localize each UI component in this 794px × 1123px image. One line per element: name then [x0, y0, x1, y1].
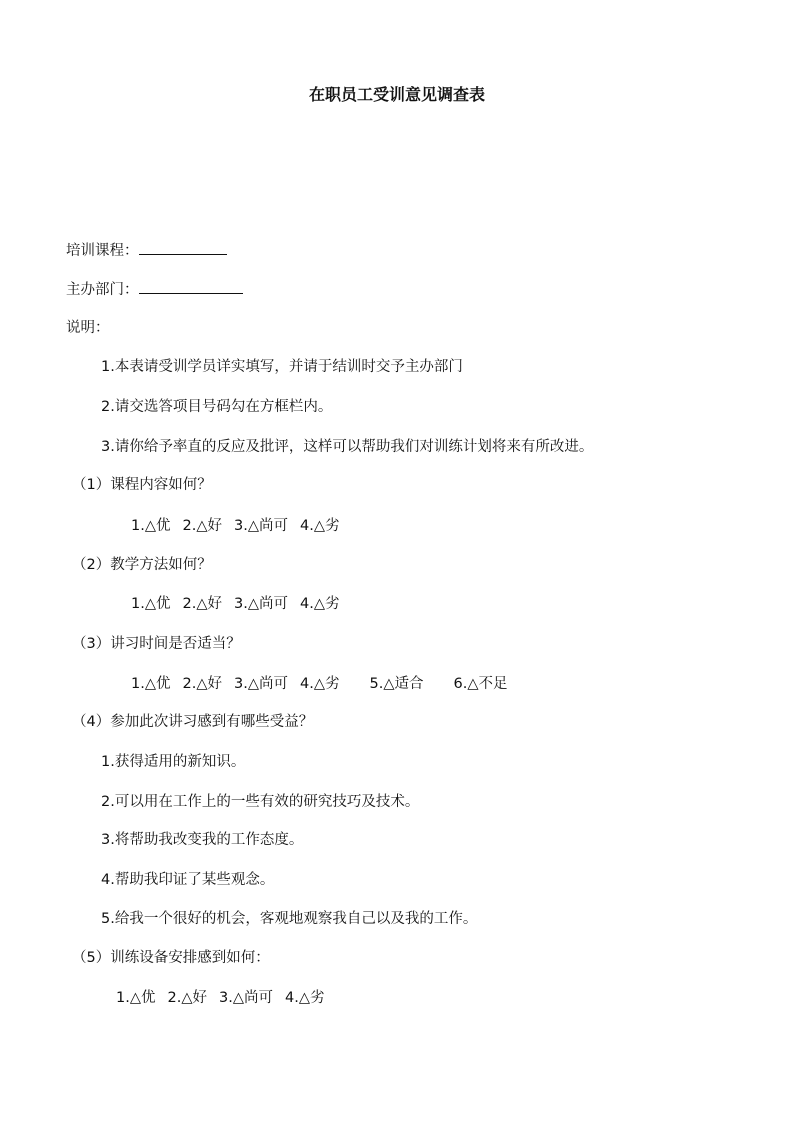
option-item[interactable]: 3.△尚可: [219, 990, 273, 1006]
course-blank-line[interactable]: [139, 239, 227, 255]
option-item[interactable]: 4.△劣: [285, 990, 325, 1006]
option-item[interactable]: 3.△尚可: [234, 596, 288, 612]
note-item: 1.本表请受训学员详实填写，并请于结训时交予主办部门: [101, 359, 463, 375]
dept-label: 主办部门：: [66, 282, 139, 298]
option-item[interactable]: 1.△优: [131, 676, 171, 692]
course-label: 培训课程：: [66, 243, 139, 259]
question-3-label: （3）讲习时间是否适当？: [72, 636, 241, 652]
notes-heading: 说明：: [66, 320, 110, 336]
option-item[interactable]: 3.△尚可: [234, 676, 288, 692]
option-item[interactable]: 2.△好: [167, 990, 207, 1006]
question-5-options: [116, 988, 337, 1008]
option-item[interactable]: 5.△适合: [369, 676, 424, 692]
benefit-item[interactable]: 2.可以用在工作上的一些有效的研究技巧及技术。: [101, 794, 420, 810]
note-item: 3.请你给予率直的反应及批评，这样可以帮助我们对训练计划将来有所改进。: [101, 439, 594, 455]
option-item[interactable]: 2.△好: [182, 676, 222, 692]
benefit-item[interactable]: 3.将帮助我改变我的工作态度。: [101, 832, 304, 848]
note-item: 2.请交选答项目号码勾在方框栏内。: [101, 399, 333, 415]
option-item[interactable]: 1.△优: [116, 990, 156, 1006]
option-item[interactable]: 6.△不足: [453, 676, 508, 692]
option-item[interactable]: 4.△劣: [300, 596, 340, 612]
benefit-item[interactable]: 5.给我一个很好的机会，客观地观察我自己以及我的工作。: [101, 911, 478, 927]
page-title: 在职员工受训意见调查表: [308, 85, 485, 104]
option-item[interactable]: 1.△优: [131, 518, 171, 534]
question-1-options: [131, 516, 352, 536]
question-2-label: （2）教学方法如何？: [72, 557, 212, 573]
dept-blank-line[interactable]: [139, 278, 243, 294]
option-item[interactable]: 3.△尚可: [234, 518, 288, 534]
benefit-item[interactable]: 1.获得适用的新知识。: [101, 754, 246, 770]
dept-field: [66, 278, 243, 300]
question-3-options: [131, 674, 520, 694]
option-item[interactable]: 4.△劣: [300, 676, 340, 692]
benefit-item[interactable]: 4.帮助我印证了某些观念。: [101, 872, 275, 888]
option-item[interactable]: 1.△优: [131, 596, 171, 612]
course-field: [66, 239, 227, 261]
option-item[interactable]: 2.△好: [182, 596, 222, 612]
question-1-label: （1）课程内容如何？: [72, 477, 212, 493]
option-item[interactable]: 4.△劣: [300, 518, 340, 534]
question-4-label: （4）参加此次讲习感到有哪些受益？: [72, 714, 314, 730]
question-5-label: （5）训练设备安排感到如何：: [72, 950, 270, 966]
option-item[interactable]: 2.△好: [182, 518, 222, 534]
question-2-options: [131, 594, 352, 614]
